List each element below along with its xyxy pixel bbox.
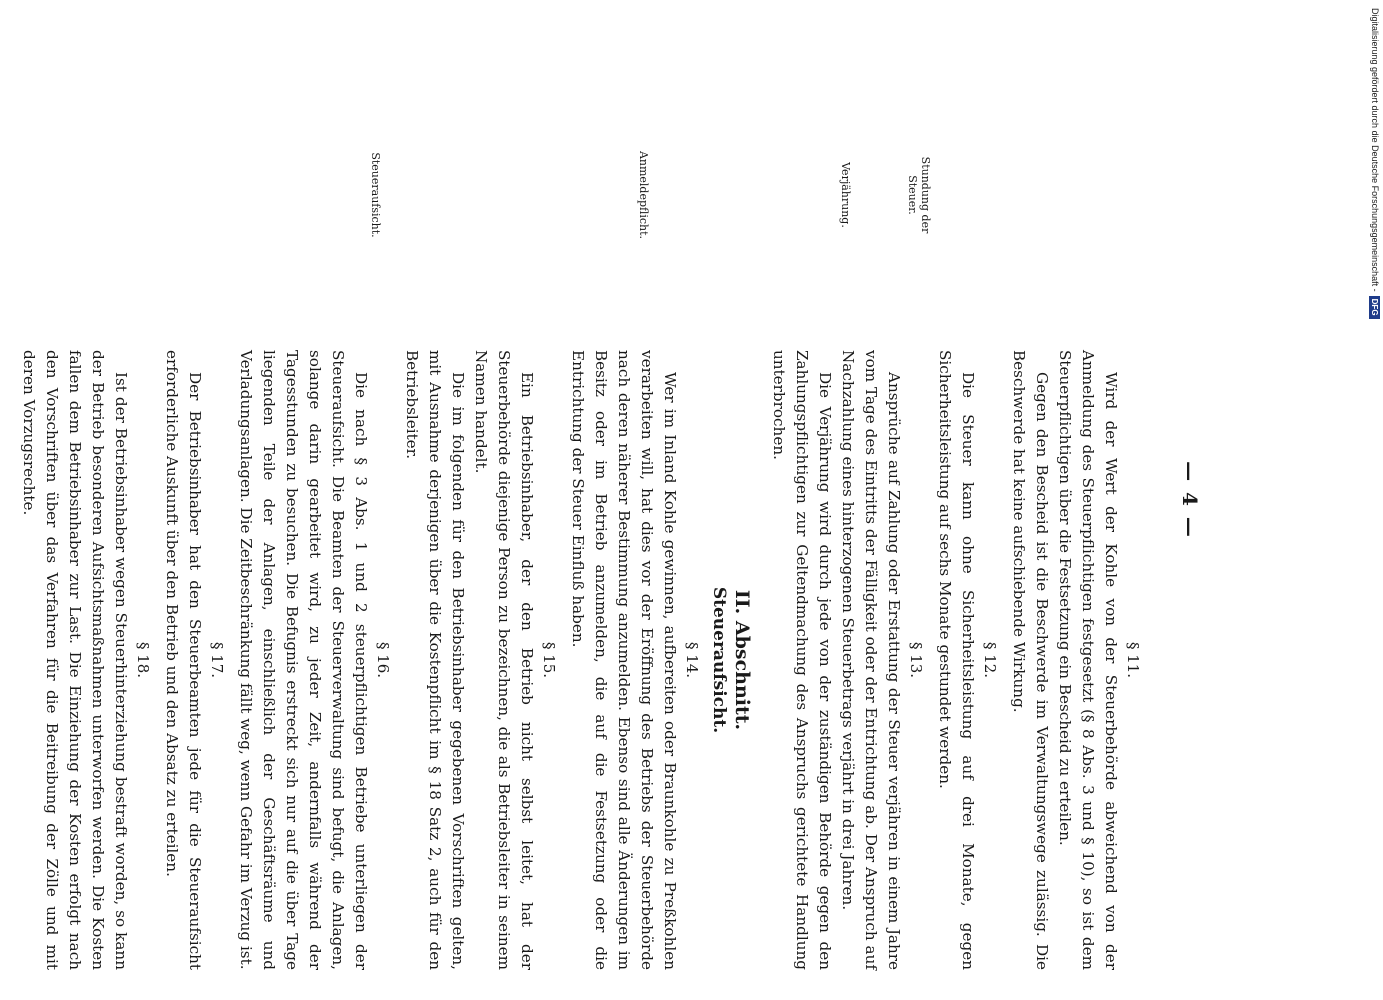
paragraph-18 [17, 350, 152, 970]
paragraph-text: Ist der Betriebsinhaber wegen Steuerhinterziehung bestraft worden, so kann der Betrieb besonderen Aufsichtsmaßnahmen unterworfen werden. Die Kosten fallen dem Betriebsinhaber zur Last. Die Einziehung der Kosten erfolgt nach den Vorschriften über das Verfahren für die Beitreibung der Zölle und mit deren Vorzugsrechte. [20, 350, 130, 970]
paragraph-text: Die nach § 3 Abs. 1 und 2 steuerpflichtigen Betriebe unterliegen der Steueraufsicht. Die Beamten der Steuerverwaltung sind befugt, die Anlagen, solange darin gearbeitet wird, zu jeder Zeit, andernfalls während der Tagesstunden zu besuchen. Die Befugnis erstreckt sich nur auf die über Tage liegenden Teile der Anlagen, einschließlich der Geschäftsräume und Verladungsanlagen. Die Zeitbeschränkung fällt weg, wenn Gefahr im Verzug ist. [237, 350, 370, 970]
paragraph-heading: § 15. [540, 641, 558, 679]
paragraph-text: Wird der Wert der Kohle von der Steuerbehörde abweichend von der Anmeldung des Steuerpflichtigen festgesetzt (§ 8 Abs. 3 und § 10), so ist dem Steuerpflichtigen über die Festsetzung ein Bescheid zu erteilen. [1056, 350, 1120, 970]
watermark-text: Digitalisierung gefördert durch die Deutsche Forschungsgemeinschaft - [1370, 8, 1380, 292]
paragraph-14 [566, 350, 701, 970]
dfg-logo: DFG [1370, 296, 1381, 319]
paragraph-heading: § 16. [374, 641, 392, 679]
body-column [17, 350, 1150, 970]
paragraph-text: Die Steuer kann ohne Sicherheitsleistung auf drei Monate, gegen Sicherheitsleistung auf sechs Monate gestundet werden. [936, 350, 977, 970]
paragraph-heading: § 14. [683, 641, 701, 679]
document-page [20, 70, 1250, 970]
paragraph-13 [767, 350, 925, 970]
section-subtitle: Steueraufsicht. [709, 586, 729, 734]
paragraph-heading: § 11. [1124, 641, 1142, 679]
paragraph-heading: § 13. [907, 641, 925, 679]
paragraph-heading: § 17. [208, 641, 226, 679]
paragraph-17 [160, 350, 226, 970]
section-title: II. Abschnitt. [731, 589, 753, 731]
paragraph-text: Die im folgenden für den Betriebsinhaber gegebenen Vorschriften gelten, mit Ausnahme derjenigen über die Kostenpflicht im § 18 Satz 2, auch für den Betriebsleiter. [403, 350, 467, 970]
paragraph-text: Ansprüche auf Zahlung oder Erstattung der Steuer verjähren in einem Jahre vom Tage des Eintritts der Fälligkeit oder der Entrichtung ab. Der Anspruch auf Nachzahlung eines hinterzogenen Steuerbetrags verjährt in drei Jahren. [839, 350, 903, 970]
paragraph-heading: § 18. [134, 641, 152, 679]
paragraph-text: Wer im Inland Kohle gewinnen, aufbereiten oder Braunkohle zu Preßkohlen verarbeiten will, hat dies vor der Eröffnung des Betriebs der Steuerbehörde nach deren näherer Bestimmung anzumelden. Ebenso sind alle Änderungen im Besitz oder im Betrieb anzumelden, die auf die Festsetzung oder die Entrichtung der Steuer Einfluß haben. [569, 350, 679, 970]
paragraph-11 [1007, 350, 1142, 970]
margin-note-steueraufsicht: Steueraufsicht. [369, 152, 382, 238]
margin-note-anmeldepflicht: Anmeldepflicht. [637, 150, 650, 240]
paragraph-text: Ein Betriebsinhaber, der den Betrieb nicht selbst leitet, hat der Steuerbehörde diejenige Person zu bezeichnen, die als Betriebsleiter in seinem Namen handelt. [472, 350, 536, 970]
margin-note-stundung: Stundung der Steuer. [906, 156, 932, 234]
margin-note-verjaehrung: Verjährung. [839, 162, 852, 228]
digitization-watermark [1368, 8, 1382, 398]
paragraph-16 [234, 350, 392, 970]
paragraph-heading: § 12. [981, 641, 999, 679]
paragraph-text: Gegen den Bescheid ist die Beschwerde im Verwaltungswege zulässig. Die Beschwerde hat keine aufschiebende Wirkung. [1010, 350, 1051, 970]
paragraph-12 [933, 350, 999, 970]
page-number: — 4 — [1178, 461, 1202, 539]
paragraph-text: Die Verjährung wird durch jede von der zuständigen Behörde gegen den Zahlungspflichtigen zur Geltendmachung des Anspruchs gerichtete Handlung unterbrochen. [770, 350, 834, 970]
paragraph-15 [400, 350, 558, 970]
paragraph-text: Der Betriebsinhaber hat den Steuerbeamten jede für die Steueraufsicht erforderliche Auskunft über den Betrieb und den Absatz zu erteilen. [163, 350, 204, 970]
